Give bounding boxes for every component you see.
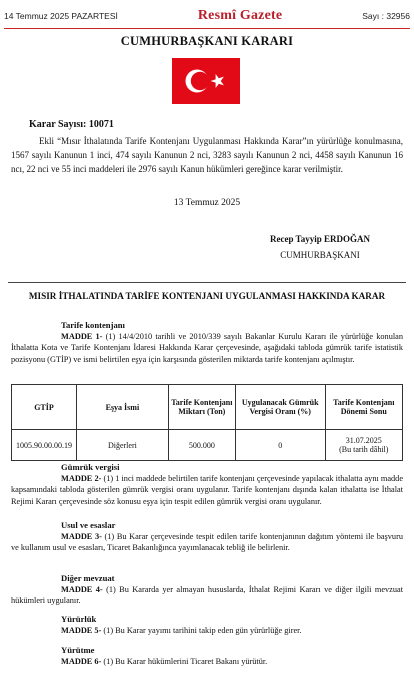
quota-table — [11, 384, 403, 461]
article-body: (1) Bu Karar hükümlerini Ticaret Bakanı yürütür. — [101, 657, 268, 667]
decision-heading: CUMHURBAŞKANI KARARI — [120, 34, 294, 48]
decision-intro: Ekli “Mısır İthalatında Tarife Kontenjanı Uygulanması Hakkında Karar”ın yürürlüğe konulmasına, 1567 sayılı Kanunun 1 inci, 474 sayılı Kanunun 2 nci, 3283 sayılı Kanunun 2 nci, 4458 sayılı Kanunun 16 ncı, 22 nci ve 55 inci maddeleri ile 2976 sayılı Kanun hükümleri gereğince karar verilmiştir. — [11, 136, 403, 175]
col-header-gtip: GTİP — [12, 385, 77, 430]
article-label: MADDE 1- — [61, 332, 103, 342]
section-heading: Yürürlük — [61, 614, 97, 624]
article-text — [11, 531, 403, 553]
issue-date: 14 Temmuz 2025 PAZARTESİ — [4, 11, 118, 21]
article-body: (1) Bu Karar çerçevesinde tespit edilen tarife kontenjanının dağıtım yöntemi ile başvuru ve kullanım usul ve esasları, Ticaret Bakanlığınca yayımlanacak tebliğ ile belirlenir. — [11, 532, 403, 553]
article-6 — [11, 645, 403, 667]
article-2 — [11, 462, 403, 507]
gazette-title: Resmî Gazete — [197, 8, 283, 23]
table-header-row — [12, 385, 403, 430]
article-body: (1) 1 inci maddede belirtilen tarife kontenjanı çerçevesinde yapılacak ithalatta aynı madde kapsamındaki tabloda gösterilen gümrük vergisi oranı uygulanır. Tarife kontenjanı dışında kalan ithalatta ise İthalat Rejimi Kararı çerçevesinde söz konusu eşya için tespit edilen gümrük vergisi oranı uygulanır. — [11, 474, 403, 506]
article-text — [11, 584, 403, 606]
article-body: (1) 14/4/2010 tarihli ve 2010/339 sayılı Bakanlar Kurulu Kararı ile yürürlüğe konulan İthalatta Kota ve Tarife Kontenjanı İdaresi Hakkında Karar çerçevesinde, aşağıdaki tabloda gümrük tarife istatistik pozisyonu (GTİP) ve ismi belirtilen eşya için karşısında gösterilen miktarda tarife kontenjanı açılmıştır. — [11, 332, 403, 364]
signature-block — [270, 234, 370, 260]
article-body: (1) Bu Kararda yer almayan hususlarda, İthalat Rejimi Kararı ve diğer ilgili mevzuat hükümleri uygulanır. — [11, 585, 403, 606]
period-end-date: 31.07.2025 — [345, 436, 382, 445]
gazette-header — [4, 4, 410, 29]
regulation-title: MISIR İTHALATINDA TARİFE KONTENJANI UYGULANMASI HAKKINDA KARAR — [28, 291, 386, 301]
table-row — [12, 430, 403, 461]
article-label: MADDE 5- — [61, 626, 102, 636]
article-3 — [11, 520, 403, 554]
decision-number: Karar Sayısı: 10071 — [29, 119, 114, 130]
signer-title: CUMHURBAŞKANI — [280, 250, 360, 260]
cell-quota: 500.000 — [168, 430, 235, 461]
article-label: MADDE 2- — [61, 474, 102, 484]
article-text — [11, 331, 403, 365]
section-heading: Usul ve esaslar — [61, 520, 116, 530]
issue-number: Sayı : 32956 — [362, 11, 410, 21]
article-5 — [11, 614, 403, 636]
article-label: MADDE 6- — [61, 657, 102, 667]
article-body: (1) Bu Karar yayımı tarihini takip eden gün yürürlüğe girer. — [101, 626, 302, 636]
divider — [8, 282, 406, 283]
signer-name: Recep Tayyip ERDOĞAN — [269, 234, 370, 244]
cell-item: Diğerleri — [76, 430, 168, 461]
section-heading: Gümrük vergisi — [61, 462, 120, 472]
article-text — [11, 625, 403, 636]
decision-date: 13 Temmuz 2025 — [173, 198, 241, 208]
col-header-item: Eşya İsmi — [76, 385, 168, 430]
article-1 — [11, 320, 403, 365]
article-text — [11, 656, 403, 667]
col-header-period-end: Tarife Kontenjanı Dönemi Sonu — [325, 385, 402, 430]
cell-period-end — [325, 430, 402, 461]
article-text — [11, 473, 403, 507]
cell-gtip: 1005.90.00.00.19 — [12, 430, 77, 461]
period-end-note: (Bu tarih dâhil) — [339, 445, 389, 454]
section-heading: Tarife kontenjanı — [61, 320, 125, 330]
article-4 — [11, 573, 403, 607]
article-label: MADDE 4- — [61, 585, 103, 595]
article-label: MADDE 3- — [61, 532, 102, 542]
section-heading: Diğer mevzuat — [61, 573, 115, 583]
col-header-rate: Uygulanacak Gümrük Vergisi Oranı (%) — [235, 385, 325, 430]
section-heading: Yürütme — [61, 645, 95, 655]
cell-rate: 0 — [235, 430, 325, 461]
col-header-quota: Tarife Kontenjanı Miktarı (Ton) — [168, 385, 235, 430]
turkish-flag-icon — [172, 58, 240, 104]
